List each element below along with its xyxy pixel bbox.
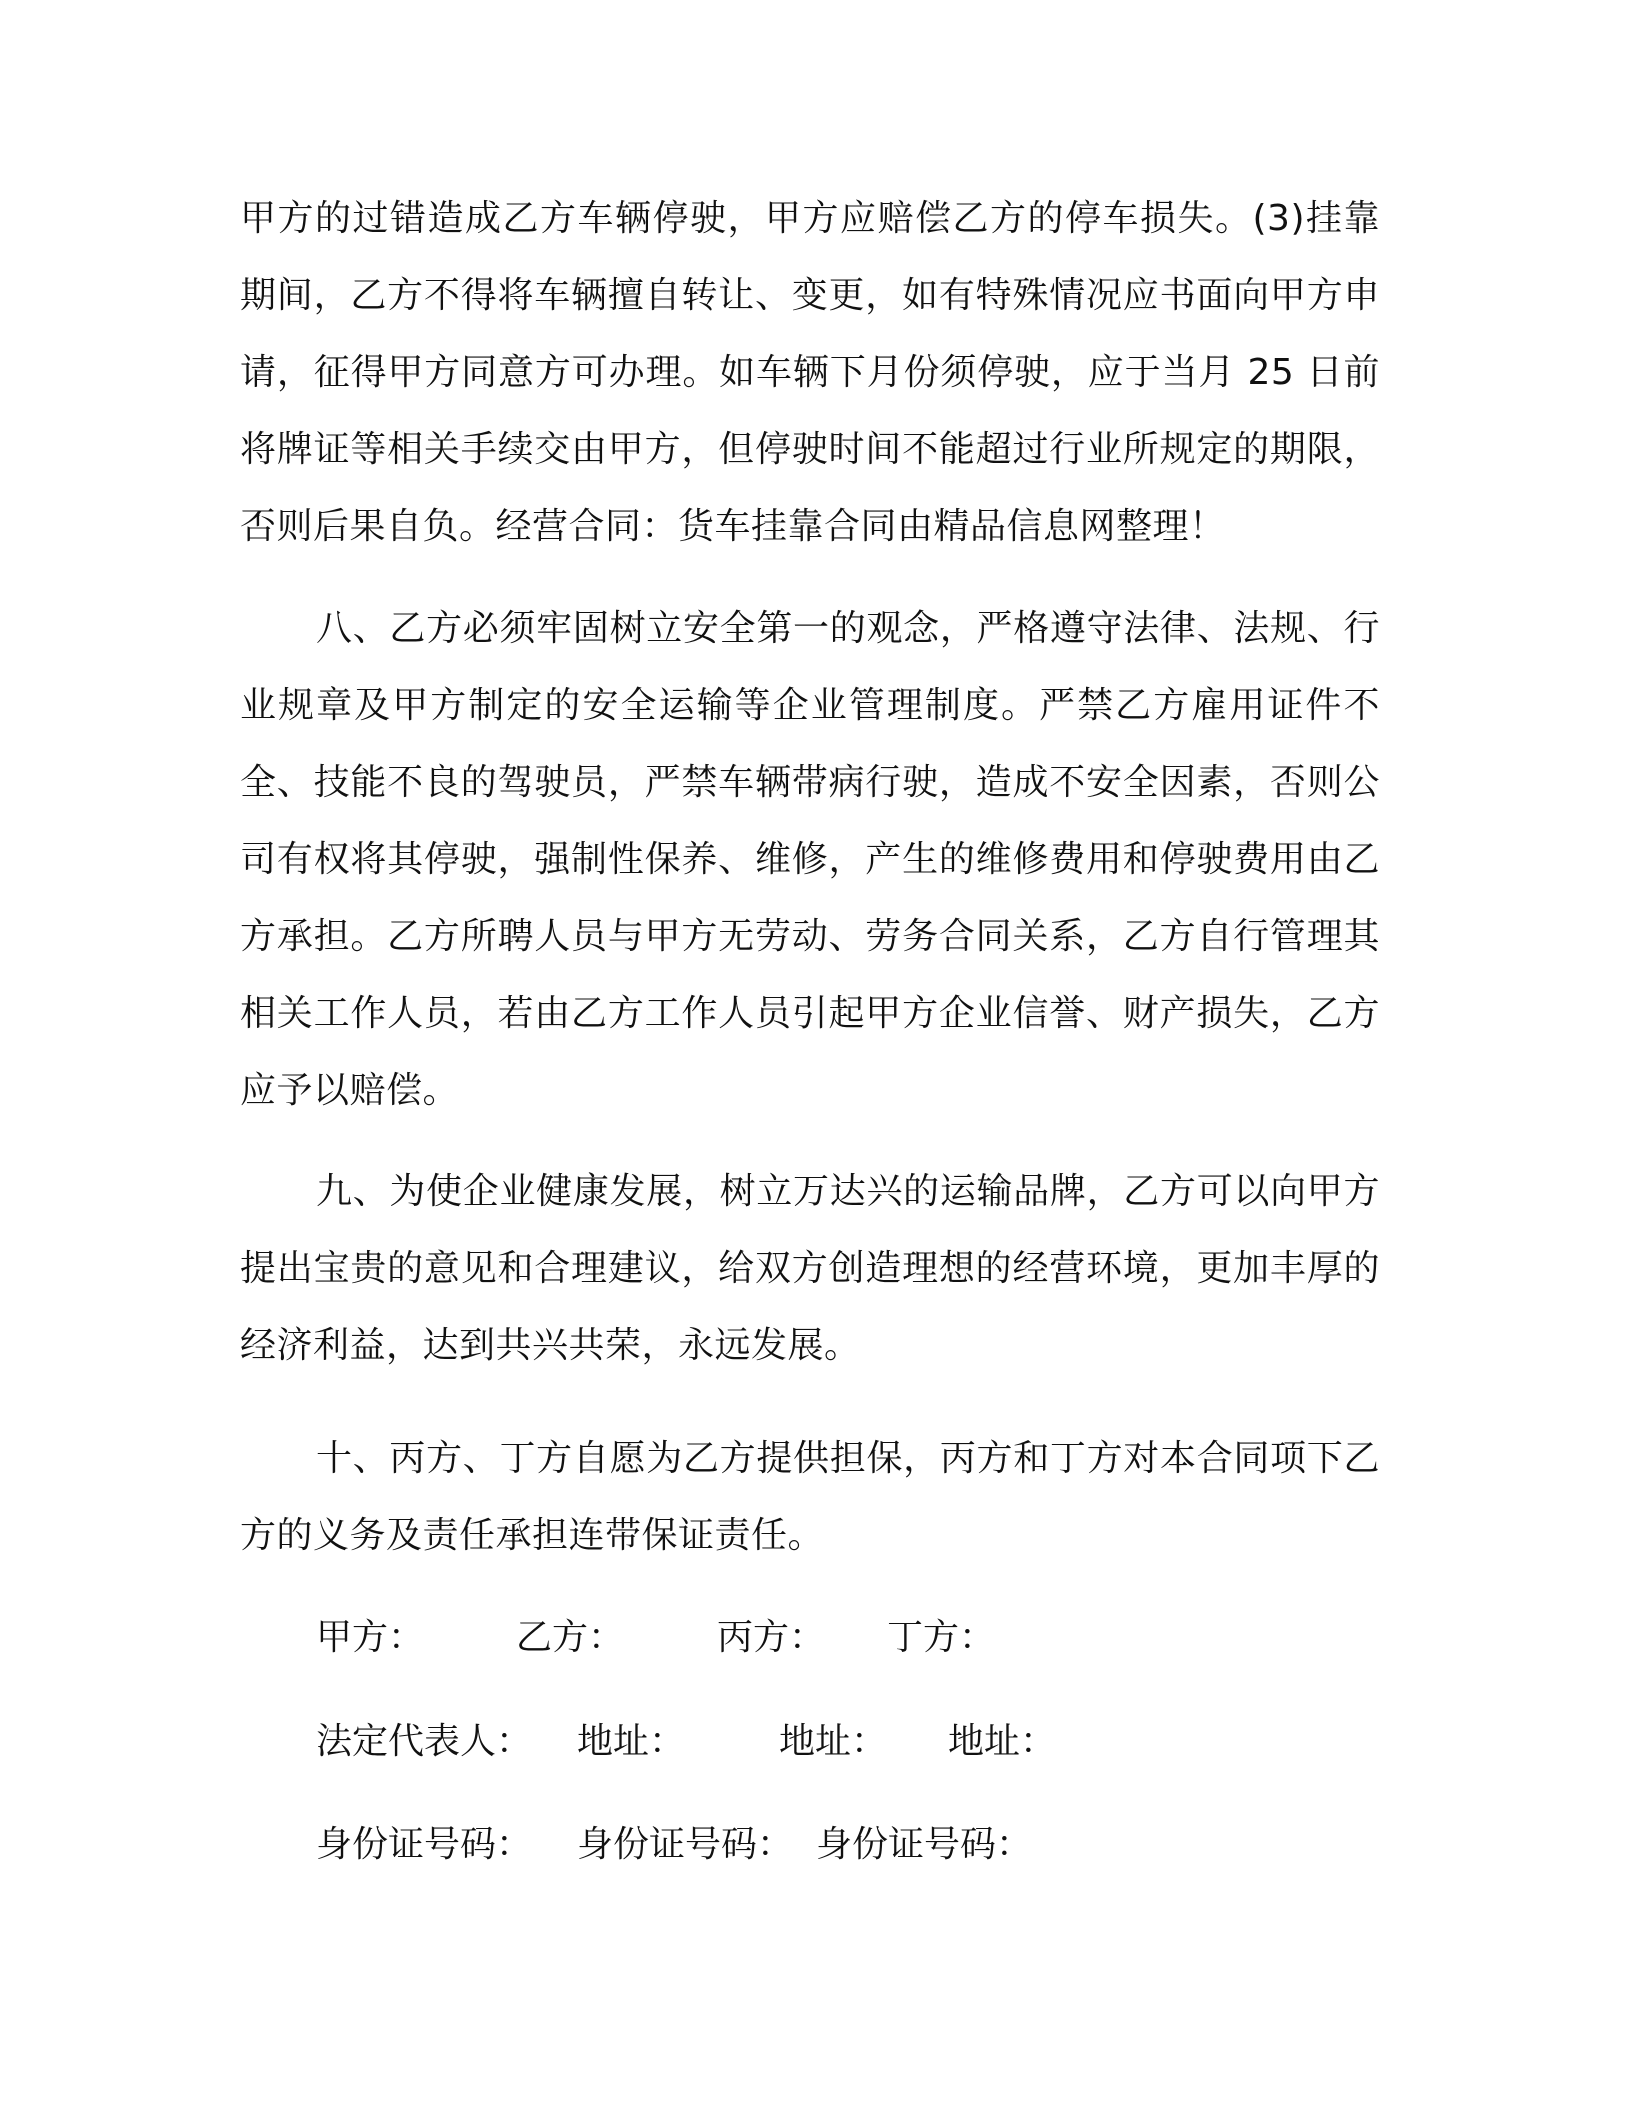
signature-address-row <box>0 1712 1632 1772</box>
party-a-label: 甲方： <box>316 1617 425 1658</box>
paragraph-clause-9: 九、为使企业健康发展，树立万达兴的运输品牌，乙方可以向甲方提出宝贵的意见和合理建议，给双方创造理想的经营环境，更加丰厚的经济利益，达到共兴共荣，永远发展。 <box>240 1171 1380 1366</box>
id-number-label-c: 身份证号码： <box>577 1824 794 1865</box>
party-c-label: 丙方： <box>717 1617 826 1658</box>
signature-parties-row <box>0 1608 1632 1668</box>
paragraph-continuation: 甲方的过错造成乙方车辆停驶，甲方应赔偿乙方的停车损失。(3)挂靠期间，乙方不得将车辆擅自转让、变更，如有特殊情况应书面向甲方申请，征得甲方同意方可办理。如车辆下月份须停驶，应于当月 25 日前将牌证等相关手续交由甲方，但停驶时间不能超过行业所规定的期限，否则后果自负。经营合同：货车挂靠合同由精品信息网整理！ <box>240 198 1380 547</box>
paragraph-clause-10: 十、丙方、丁方自愿为乙方提供担保，丙方和丁方对本合同项下乙方的义务及责任承担连带保证责任。 <box>240 1438 1380 1556</box>
party-d-label: 丁方： <box>887 1617 996 1658</box>
id-number-label-d: 身份证号码： <box>816 1824 1033 1865</box>
paragraph-clause-8: 八、乙方必须牢固树立安全第一的观念，严格遵守法律、法规、行业规章及甲方制定的安全运输等企业管理制度。严禁乙方雇用证件不全、技能不良的驾驶员，严禁车辆带病行驶，造成不安全因素，否则公司有权将其停驶，强制性保养、维修，产生的维修费用和停驶费用由乙方承担。乙方所聘人员与甲方无劳动、劳务合同关系，乙方自行管理其相关工作人员，若由乙方工作人员引起甲方企业信誉、财产损失，乙方应予以赔偿。 <box>240 608 1380 1111</box>
signature-id-row <box>0 1815 1632 1875</box>
legal-representative-label: 法定代表人： <box>316 1721 533 1762</box>
address-label-b: 地址： <box>577 1721 686 1762</box>
address-label-d: 地址： <box>948 1721 1057 1762</box>
address-label-c: 地址： <box>779 1721 888 1762</box>
id-number-label-b: 身份证号码： <box>316 1824 533 1865</box>
party-b-label: 乙方： <box>516 1617 625 1658</box>
